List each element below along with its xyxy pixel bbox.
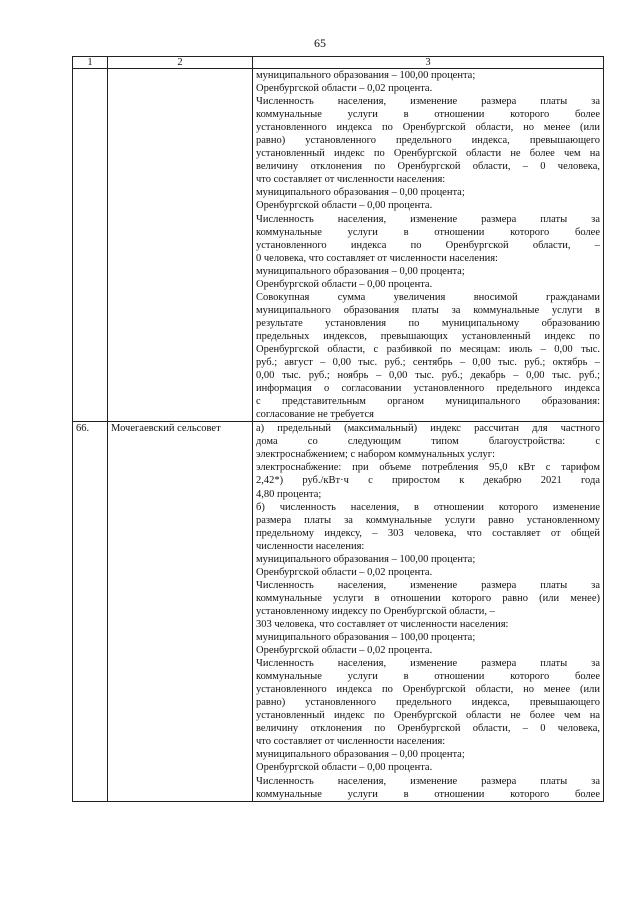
text-line: муниципального образования – 0,00 процента; bbox=[256, 187, 465, 199]
text-line: а) предельный (максимальный) индекс рассчитан для частного bbox=[256, 423, 600, 435]
header-col-1: 1 bbox=[73, 57, 108, 69]
row-number-cell bbox=[73, 69, 108, 422]
text-line: Численность населения, изменение размера платы за bbox=[256, 775, 600, 787]
text-line: коммунальные услуги в отношении которого более bbox=[256, 788, 600, 800]
table-row-66 bbox=[73, 422, 604, 801]
text-line: установленного индекса по Оренбургской области, – bbox=[256, 239, 600, 251]
text-line: Численность населения, изменение размера платы за bbox=[256, 579, 600, 591]
row-name-cell bbox=[108, 69, 253, 422]
text-line: равно) установленного предельного индекса, превышающего bbox=[256, 697, 600, 709]
text-line: Оренбургской области – 0,02 процента. bbox=[256, 566, 433, 578]
text-line: Совокупная сумма увеличения вносимой гражданами bbox=[256, 291, 600, 303]
text-line: установленного индекса по Оренбургской области, но менее (или bbox=[256, 122, 600, 134]
municipality-name: Мочегаевский сельсовет bbox=[108, 422, 253, 801]
text-line: результате установления по муниципальному образованию bbox=[256, 317, 600, 329]
text-line: согласование не требуется bbox=[256, 409, 374, 421]
text-line: 2,42*) руб./кВт·ч с приростом к декабрю 2021 года bbox=[256, 475, 600, 487]
text-line: Оренбургской области – 0,02 процента. bbox=[256, 645, 433, 657]
row-text-cell bbox=[253, 69, 604, 422]
text-line: 0 человека, что составляет от численности населения: bbox=[256, 252, 498, 264]
text-line: руб.; август – 0,00 тыс. руб.; сентябрь – 0,00 тыс. руб.; октябрь – bbox=[256, 357, 600, 369]
text-line: Оренбургской области – 0,00 процента. bbox=[256, 762, 433, 774]
text-line: дома со следующим типом благоустройства: с bbox=[256, 436, 600, 448]
text-line: Оренбургской области – 0,02 процента. bbox=[256, 83, 433, 95]
text-line: муниципального образования платы за коммунальные услуги в bbox=[256, 304, 600, 316]
text-line: Оренбургской области – 0,00 процента. bbox=[256, 200, 433, 212]
text-line: численности населения: bbox=[256, 540, 365, 552]
header-col-2: 2 bbox=[108, 57, 253, 69]
text-line: предельных индексов, превышающих установленный индекс по bbox=[256, 330, 600, 342]
text-line: Численность населения, изменение размера платы за bbox=[256, 658, 600, 670]
text-line: муниципального образования – 100,00 процента; bbox=[256, 70, 476, 81]
table-header-row bbox=[73, 57, 604, 69]
text-line: величину отклонения по Оренбургской области, – 0 человека, bbox=[256, 161, 600, 173]
row-text-cell bbox=[253, 422, 604, 801]
text-line: установленного индекса по Оренбургской области, но менее (или bbox=[256, 684, 600, 696]
text-line: Численность населения, изменение размера платы за bbox=[256, 96, 600, 108]
text-line: размера платы за коммунальные услуги равно установленному bbox=[256, 514, 600, 526]
text-line: муниципального образования – 0,00 процента; bbox=[256, 749, 465, 761]
header-col-3: 3 bbox=[253, 57, 604, 69]
text-line: муниципального образования – 100,00 процента; bbox=[256, 553, 476, 565]
text-line: 303 человека, что составляет от численности населения: bbox=[256, 618, 509, 630]
text-line: коммунальные услуги в отношении которого более bbox=[256, 671, 600, 683]
text-line: Оренбургской области, с разбивкой по месяцам: июль – 0,00 тыс. bbox=[256, 343, 600, 355]
text-line: что составляет от численности населения: bbox=[256, 174, 446, 186]
text-line: 4,80 процента; bbox=[256, 488, 322, 500]
text-line: установленному индексу по Оренбургской области, – bbox=[256, 605, 495, 617]
text-line: коммунальные услуги в отношении которого более bbox=[256, 109, 600, 121]
text-line: электроснабжением; с набором коммунальных услуг: bbox=[256, 449, 495, 461]
text-line: Численность населения, изменение размера платы за bbox=[256, 213, 600, 225]
text-line: установленный индекс по Оренбургской области не более чем на bbox=[256, 710, 600, 722]
text-line: предельному индексу, – 303 человека, что составляет от общей bbox=[256, 527, 600, 539]
text-line: электроснабжение: при объеме потребления 95,0 кВт с тарифом bbox=[256, 462, 600, 474]
text-line: равно) установленного предельного индекса, превышающего bbox=[256, 135, 600, 147]
text-line: Оренбургской области – 0,00 процента. bbox=[256, 278, 433, 290]
text-line: с представительным органом муниципального образования: bbox=[256, 396, 600, 408]
text-line: величину отклонения по Оренбургской области, – 0 человека, bbox=[256, 723, 600, 735]
row-number: 66. bbox=[73, 422, 108, 801]
text-line: установленный индекс по Оренбургской области не более чем на bbox=[256, 148, 600, 160]
text-line: 0,00 тыс. руб.; ноябрь – 0,00 тыс. руб.; декабрь – 0,00 тыс. руб.; bbox=[256, 370, 600, 382]
text-line: что составляет от численности населения: bbox=[256, 736, 446, 748]
text-line: б) численность населения, в отношении которого изменение bbox=[256, 501, 600, 513]
text-line: коммунальные услуги в отношении которого более bbox=[256, 226, 600, 238]
page-number: 65 bbox=[314, 36, 326, 50]
text-line: коммунальные услуги в отношении которого равно (или менее) bbox=[256, 592, 600, 604]
table-row-continuation bbox=[73, 69, 604, 422]
tariff-table bbox=[72, 56, 604, 802]
text-line: информация о согласовании установленного предельного индекса bbox=[256, 383, 600, 395]
text-line: муниципального образования – 100,00 процента; bbox=[256, 632, 476, 644]
text-line: муниципального образования – 0,00 процента; bbox=[256, 265, 465, 277]
